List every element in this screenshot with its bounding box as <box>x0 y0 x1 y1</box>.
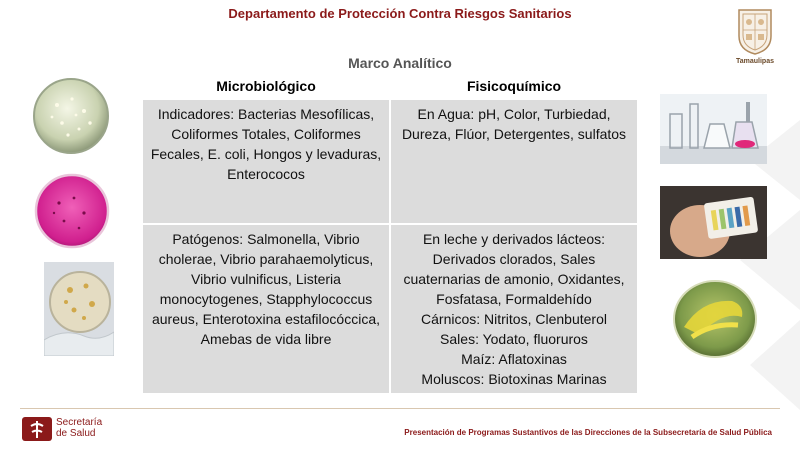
footer-divider <box>20 408 780 409</box>
section-title: Marco Analítico <box>348 55 452 71</box>
table-cell: Patógenos: Salmonella, Vibrio cholerae, Vibrio parahaemolyticus, Vibrio vulnificus, Listeria monocytogenes, Stapphylococcus aureus, Enterotoxina estafilocóccica, Amebas de vida libre <box>143 224 390 394</box>
table-row <box>143 224 637 394</box>
table-cell: Indicadores: Bacterias Mesofílicas, Coliformes Totales, Coliformes Fecales, E. coli, Hongos y levaduras, Enterococos <box>143 100 390 224</box>
table-cell: En leche y derivados lácteos: Derivados clorados, Sales cuaternarias de amonio, Oxidantes, Fosfatasa, Formaldehído Cárnicos: Nitritos, Clenbuterol Sales: Yodato, fluoruros Maíz: Aflatoxinas Moluscos: Biotoxinas Marinas <box>390 224 637 394</box>
column-header-fisicoquimico: Fisicoquímico <box>390 72 637 100</box>
petri-dish-white-colonies-image <box>32 77 110 155</box>
column-header-microbiologico: Microbiológico <box>143 72 390 100</box>
hand-holding-petri-dish-image <box>44 262 114 356</box>
footer-organization-name <box>56 417 102 439</box>
secretaria-de-salud-logo <box>20 414 56 444</box>
laboratory-glassware-image <box>660 94 767 164</box>
page-header-title: Departamento de Protección Contra Riesgos Sanitarios <box>228 6 572 21</box>
tamaulipas-seal-logo <box>733 6 777 56</box>
seal-label: Tamaulipas <box>736 58 774 65</box>
table-cell: En Agua: pH, Color, Turbiedad, Dureza, Flúor, Detergentes, sulfatos <box>390 100 637 224</box>
table-row <box>143 100 637 224</box>
petri-dish-pink-agar-image <box>34 173 110 249</box>
footer-caption: Presentación de Programas Sustantivos de las Direcciones de la Subsecretaría de Salud Pública <box>404 428 772 437</box>
ph-test-strip-image <box>660 186 767 259</box>
footer-org-line1: Secretaría <box>56 417 103 428</box>
analytical-framework-table <box>143 72 637 395</box>
footer-org-line2: de Salud <box>56 428 96 439</box>
table-header-row <box>143 72 637 100</box>
petri-dish-yellow-colonies-image <box>672 279 758 359</box>
